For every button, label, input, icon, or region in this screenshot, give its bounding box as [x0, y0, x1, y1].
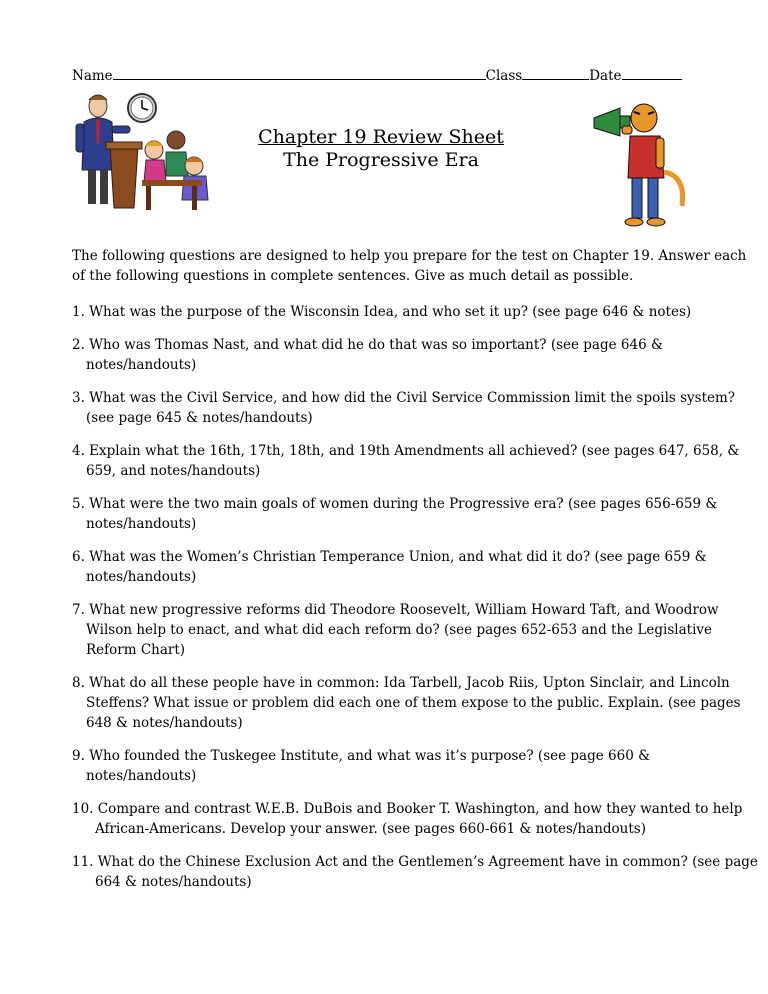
class-label: Class — [485, 68, 523, 84]
question-item: 10. Compare and contrast W.E.B. DuBois and Booker T. Washington, and how they wanted to help African-Americans. Develop your answer. (see pages 660-661 & notes/handouts) — [72, 801, 743, 837]
name-label: Name — [72, 68, 113, 84]
teacher-students-clipart — [66, 88, 216, 218]
date-label: Date — [589, 68, 622, 84]
name-blank[interactable] — [113, 66, 486, 80]
student-info-line — [72, 66, 682, 84]
question-item: 4. Explain what the 16th, 17th, 18th, and 19th Amendments all achieved? (see pages 647, 658, & 659, and notes/handouts) — [72, 443, 740, 479]
page-title — [226, 126, 536, 172]
tiger-figure — [622, 104, 683, 226]
question-item: 3. What was the Civil Service, and how did the Civil Service Commission limit the spoils system? (see page 645 & notes/handouts) — [72, 390, 736, 426]
tiger-mascot-clipart — [586, 96, 702, 230]
question-item: 7. What new progressive reforms did Theodore Roosevelt, William Howard Taft, and Woodrow Wilson help to enact, and what did each reform do? (see pages 652-653 and the Legislative Reform Chart) — [72, 602, 719, 658]
question-item: 11. What do the Chinese Exclusion Act and the Gentlemen’s Agreement have in common? (see page 664 & notes/handouts) — [72, 854, 758, 890]
question-item: 1. What was the purpose of the Wisconsin Idea, and who set it up? (see page 646 & notes) — [72, 304, 692, 320]
date-blank[interactable] — [622, 66, 682, 80]
class-blank[interactable] — [522, 66, 589, 80]
clock-icon — [128, 94, 156, 122]
question-item: 9. Who founded the Tuskegee Institute, and what was it’s purpose? (see page 660 & notes/handouts) — [72, 748, 651, 784]
question-item: 6. What was the Women’s Christian Temperance Union, and what did it do? (see page 659 & notes/handouts) — [72, 549, 707, 585]
title-line-2: The Progressive Era — [283, 149, 479, 171]
question-item: 2. Who was Thomas Nast, and what did he do that was so important? (see page 646 & notes/handouts) — [72, 337, 663, 373]
instructions-paragraph: The following questions are designed to help you prepare for the test on Chapter 19. Answer each of the following questions in complete sentences. Give as much detail as possible. — [72, 248, 747, 284]
question-item: 5. What were the two main goals of women during the Progressive era? (see pages 656-659 & notes/handouts) — [72, 496, 718, 532]
title-line-1: Chapter 19 Review Sheet — [258, 126, 504, 148]
questions-list — [72, 302, 762, 905]
question-item: 8. What do all these people have in common: Ida Tarbell, Jacob Riis, Upton Sinclair, and Lincoln Steffens? What issue or problem did each one of them expose to the public. Explain. (see pages 648 & notes/handouts) — [72, 675, 741, 731]
podium — [106, 142, 142, 208]
students-figures — [142, 131, 208, 210]
